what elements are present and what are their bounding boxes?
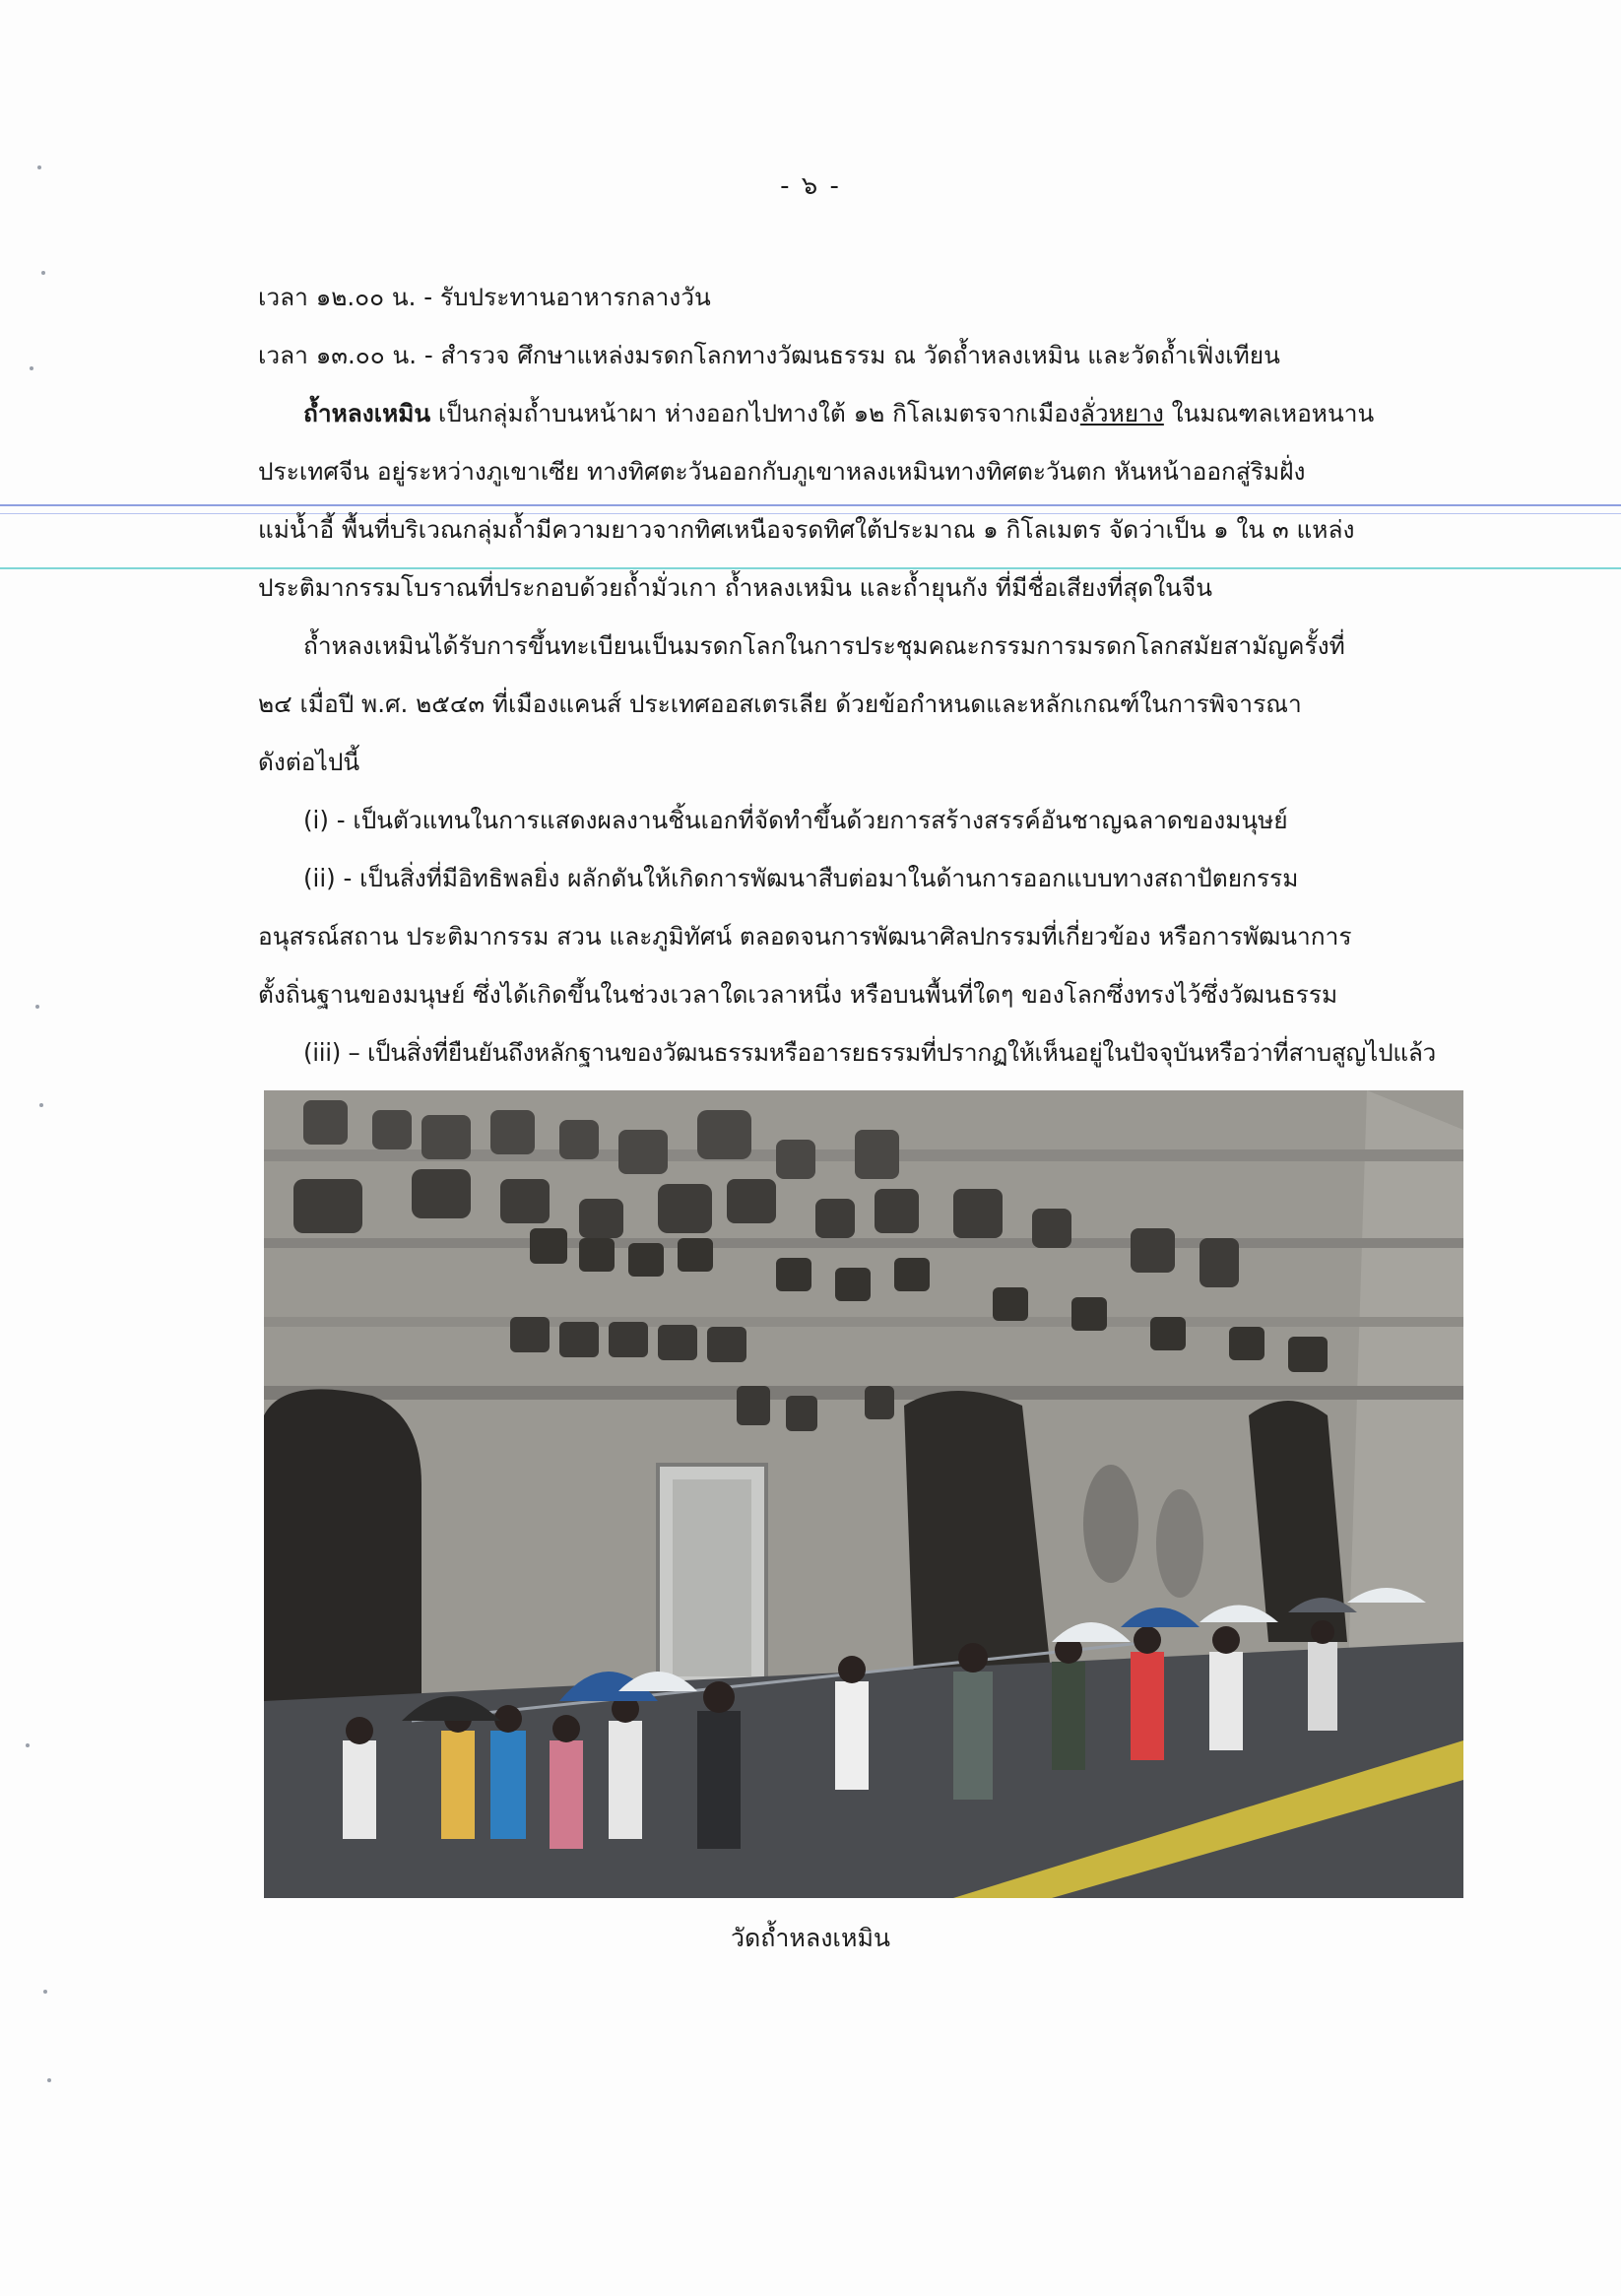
margin-speck xyxy=(35,1005,39,1009)
margin-speck xyxy=(41,271,45,275)
criterion-ii-line-3: ตั้งถิ่นฐานของมนุษย์ ซึ่งได้เกิดขึ้นในช่วงเวลาใดเวลาหนึ่ง หรือบนพื้นที่ใดๆ ของโลกซึ่งทรงไว้ซึ่งวัฒนธรรม xyxy=(258,980,1338,1009)
intro-text: เป็นกลุ่มถ้ำบนหน้าผา ห่างออกไปทางใต้ ๑๒ กิโลเมตรจากเมือง xyxy=(430,399,1080,427)
photo-caption: วัดถ้ำหลงเหมิน xyxy=(730,1924,891,1952)
carved-figure xyxy=(1156,1489,1203,1598)
schedule-block xyxy=(258,268,1440,1082)
margin-speck xyxy=(26,1743,30,1747)
intro-line-3: แม่น้ำอี้ พื้นที่บริเวณกลุ่มถ้ำมีความยาวจากทิศเหนือจรดทิศใต้ประมาณ ๑ กิโลเมตร จัดว่าเป็น ๑ ใน ๓ แหล่ง xyxy=(258,515,1355,544)
criterion-i: (i) - เป็นตัวแทนในการแสดงผลงานชิ้นเอกที่จัดทำขึ้นด้วยการสร้างสรรค์อันชาญฉลาดของมนุษย์ xyxy=(303,806,1288,834)
longmen-grottoes-photo xyxy=(264,1090,1463,1898)
page-number: - ๖ - xyxy=(780,171,841,201)
schedule-time: เวลา ๑๓.๐๐ น. xyxy=(258,341,418,369)
intro-bold-term: ถ้ำหลงเหมิน xyxy=(303,399,431,427)
rock-band xyxy=(264,1238,1463,1248)
margin-speck xyxy=(39,1103,43,1107)
registration-line-3: ดังต่อไปนี้ xyxy=(258,748,360,776)
schedule-row xyxy=(258,326,1440,384)
intro-line-2: ประเทศจีน อยู่ระหว่างภูเขาเซีย ทางทิศตะวันออกกับภูเขาหลงเหมินทางทิศตะวันตก หันหน้าออกสู่ริมฝั่ง xyxy=(258,457,1306,486)
criterion-ii-line-2: อนุสรณ์สถาน ประติมากรรม สวน และภูมิทัศน์ ตลอดจนการพัฒนาศิลปกรรมที่เกี่ยวข้อง หรือการพัฒนาการ xyxy=(258,922,1352,951)
schedule-time: เวลา ๑๒.๐๐ น. xyxy=(258,283,417,311)
intro-line-1 xyxy=(258,384,1440,442)
rock-band xyxy=(264,1386,1463,1400)
registration-line-2: ๒๔ เมื่อปี พ.ศ. ๒๕๔๓ ที่เมืองแคนส์ ประเทศออสเตรเลีย ด้วยข้อกำหนดและหลักเกณฑ์ในการพิจารณา xyxy=(258,689,1302,718)
registration-line-1: ถ้ำหลงเหมินได้รับการขึ้นทะเบียนเป็นมรดกโลกในการประชุมคณะกรรมการมรดกโลกสมัยสามัญครั้งที่ xyxy=(303,631,1345,660)
schedule-activity: - สำรวจ ศึกษาแหล่งมรดกโลกทางวัฒนธรรม ณ วัดถ้ำหลงเหมิน และวัดถ้ำเฟิ่งเทียน xyxy=(423,341,1280,369)
margin-speck xyxy=(47,2078,51,2082)
criterion-iii: (iii) – เป็นสิ่งที่ยืนยันถึงหลักฐานของวัฒนธรรมหรืออารยธรรมที่ปรากฏให้เห็นอยู่ในปัจจุบันหรือว่าที่สาบสูญไปแล้ว xyxy=(303,1038,1436,1067)
rock-band xyxy=(264,1317,1463,1327)
margin-speck xyxy=(43,1990,47,1994)
criterion-ii-line-1: (ii) - เป็นสิ่งที่มีอิทธิพลยิ่ง ผลักดันให้เกิดการพัฒนาสืบต่อมาในด้านการออกแบบทางสถาปัตยกรรม xyxy=(303,864,1299,892)
schedule-row xyxy=(258,268,1440,326)
intro-text: ในมณฑลเหอหนาน xyxy=(1163,399,1375,427)
stele-relief xyxy=(673,1479,751,1676)
margin-speck xyxy=(30,366,33,370)
intro-underlined-city: ลั่วหยาง xyxy=(1079,399,1164,427)
schedule-activity: - รับประทานอาหารกลางวัน xyxy=(423,283,711,311)
carved-figure xyxy=(1083,1465,1138,1583)
cave-entrance-left xyxy=(264,1389,421,1701)
photo-illustration xyxy=(264,1090,1463,1898)
intro-line-4: ประติมากรรมโบราณที่ประกอบด้วยถ้ำมั่วเกา ถ้ำหลงเหมิน และถ้ำยุนกัง ที่มีชื่อเสียงที่สุดในจีน xyxy=(258,573,1213,602)
